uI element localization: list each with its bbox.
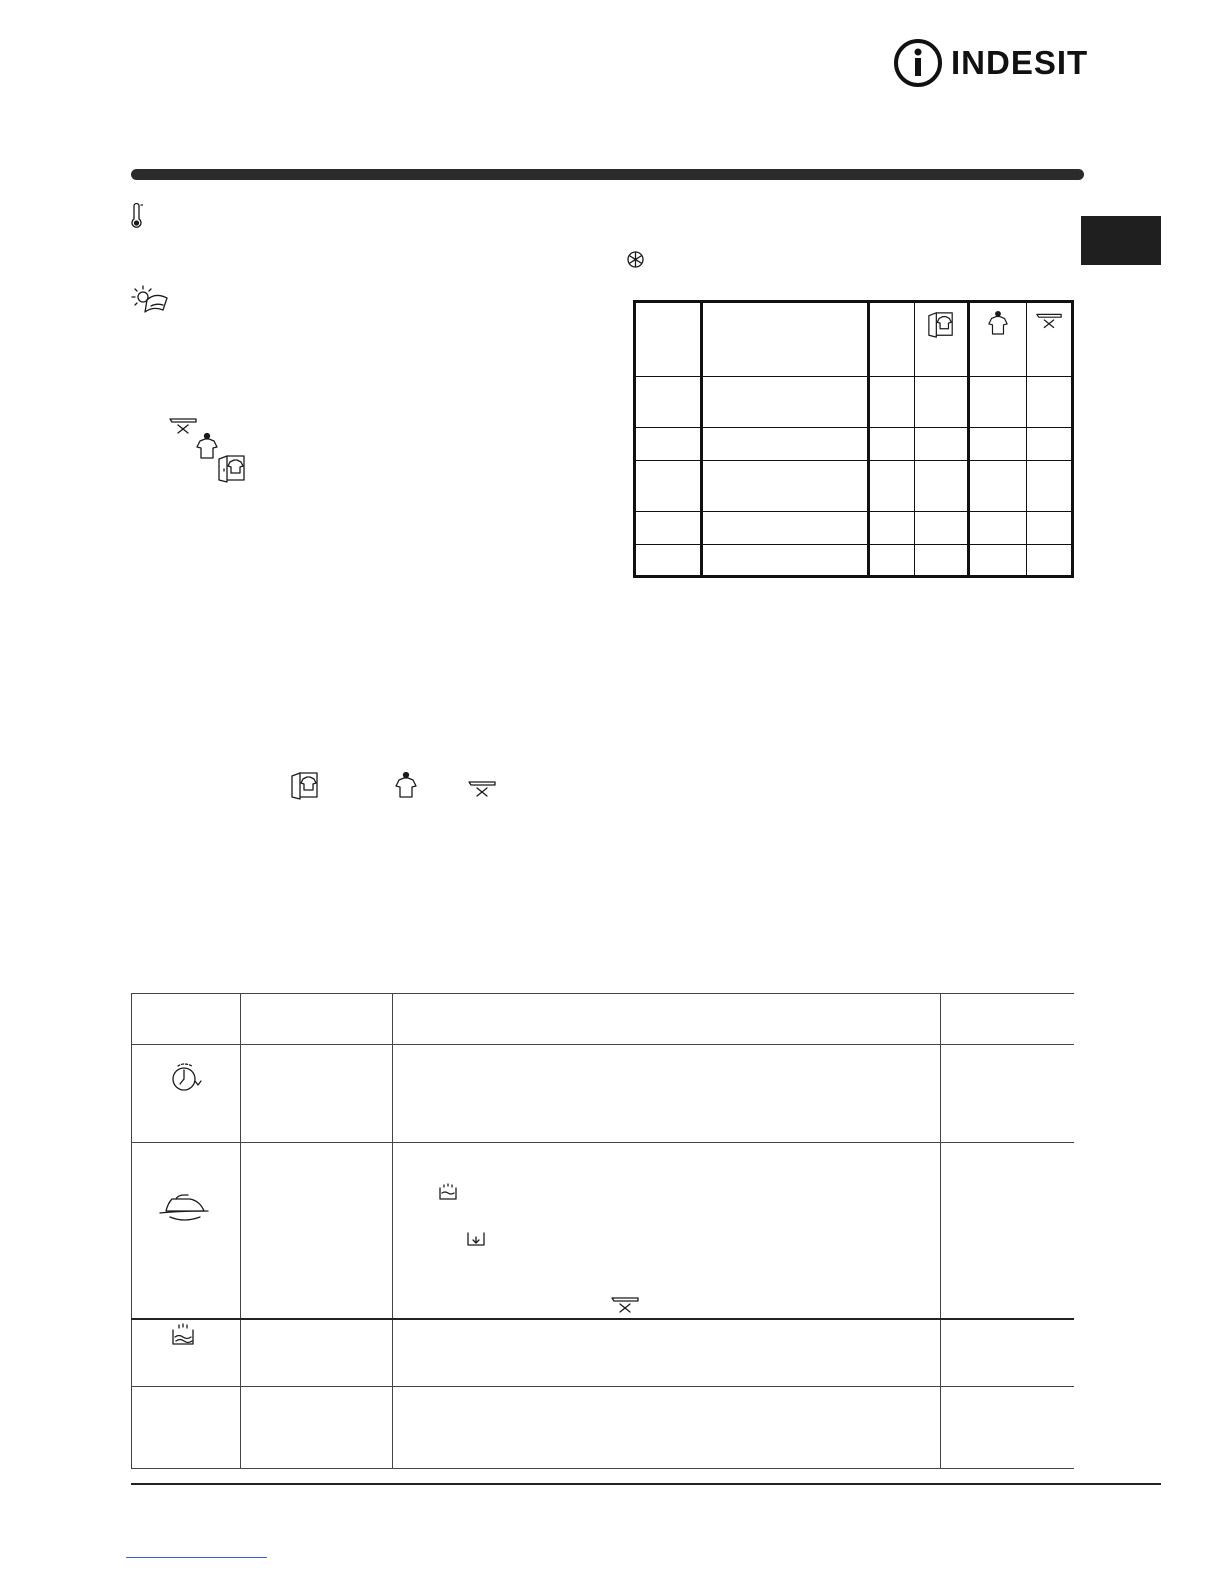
table-row [635, 545, 1073, 577]
header-rule [131, 169, 1084, 180]
footer-link-underline[interactable] [126, 1557, 267, 1558]
indesit-logo-mark [893, 38, 943, 88]
table-cell [132, 994, 241, 1045]
table-row [132, 1387, 1074, 1469]
table-cell [869, 302, 915, 377]
drying-table [633, 300, 1074, 578]
option-icon-cell [132, 1143, 241, 1320]
table-row [132, 1319, 1074, 1387]
hanger-dry-icon [987, 311, 1009, 335]
header-iron-cell [1027, 302, 1073, 377]
hanger-dry-icon [394, 772, 418, 798]
header-cupboard-cell [915, 302, 969, 377]
sun-drying-icon [131, 286, 169, 314]
table-row [635, 377, 1073, 428]
cupboard-dry-icon [927, 311, 955, 339]
thermometer-icon [130, 203, 144, 229]
drain-icon [466, 1231, 486, 1249]
table-cell [635, 302, 702, 377]
table-cell [393, 994, 941, 1045]
hanger-dry-icon [195, 433, 219, 459]
cupboard-dry-icon [290, 771, 320, 801]
delay-timer-icon [170, 1063, 202, 1093]
language-tab [1081, 216, 1161, 265]
iron-dry-icon [467, 779, 497, 797]
table-row [635, 512, 1073, 545]
cupboard-dry-icon [217, 454, 247, 484]
snowflake-icon [627, 251, 644, 268]
table-header-row [635, 302, 1073, 377]
table-cell [241, 994, 393, 1045]
table-header-row [132, 994, 1074, 1045]
table-row [635, 428, 1073, 461]
option-icon-cell [132, 1045, 241, 1143]
option-icon-cell [132, 1319, 241, 1387]
table-row [132, 1045, 1074, 1143]
extra-rinse-icon [438, 1183, 458, 1201]
easy-iron-icon [158, 1193, 210, 1223]
extra-rinse-icon [171, 1324, 195, 1346]
brand-logo [893, 38, 1089, 88]
table-row [635, 461, 1073, 512]
header-hanger-cell [969, 302, 1027, 377]
table-cell [941, 994, 1074, 1045]
option-description-cell [393, 1143, 941, 1320]
options-table [131, 993, 1074, 1469]
iron-dry-icon [610, 1295, 640, 1313]
table-cell [702, 302, 869, 377]
footer-rule [131, 1483, 1161, 1485]
table-row [132, 1143, 1074, 1320]
iron-dry-icon [168, 416, 198, 434]
brand-wordmark: INDESIT [951, 44, 1089, 81]
iron-dry-icon [1035, 311, 1063, 329]
